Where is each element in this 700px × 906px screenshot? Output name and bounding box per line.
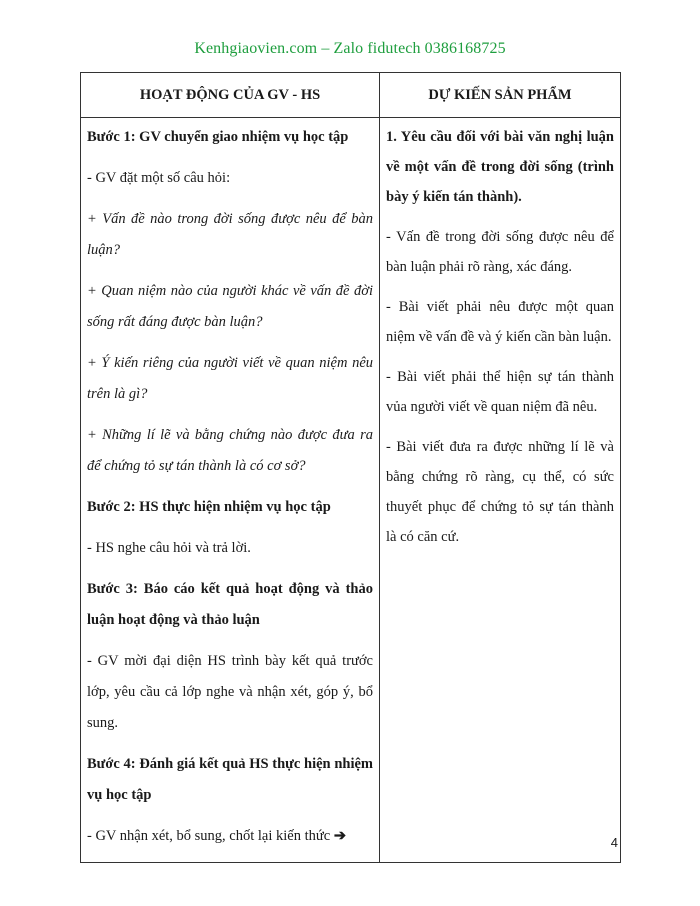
- step-4-text: [87, 821, 373, 852]
- question-2: + Quan niệm nào của người khác về vấn đề đời sống rất đáng được bàn luận?: [87, 283, 373, 330]
- step-1-intro: - GV đặt một số câu hỏi:: [87, 170, 231, 186]
- activity-table: [80, 72, 621, 863]
- page-number: 4: [610, 835, 618, 850]
- arrow-right-icon: ➔: [333, 828, 346, 844]
- product-heading: 1. Yêu cầu đối với bài văn nghị luận về một vấn đề trong đời sống (trình bày ý kiến tán thành).: [386, 129, 614, 205]
- page-header: Kenhgiaovien.com – Zalo fidutech 0386168725: [194, 40, 506, 57]
- question-3: + Ý kiến riêng của người viết về quan niệm nêu trên là gì?: [87, 355, 373, 402]
- step-2-heading: Bước 2: HS thực hiện nhiệm vụ học tập: [87, 499, 331, 515]
- products-cell: [380, 118, 621, 863]
- step-4-heading: Bước 4: Đánh giá kết quả HS thực hiện nhiệm vụ học tập: [87, 756, 373, 803]
- product-item-1: - Vấn đề trong đời sống được nêu để bàn luận phải rõ ràng, xác đáng.: [386, 229, 614, 275]
- question-1: + Vấn đề nào trong đời sống được nêu để bàn luận?: [87, 211, 373, 258]
- step-1-heading: Bước 1: GV chuyển giao nhiệm vụ học tập: [87, 129, 349, 145]
- question-4: + Những lí lẽ và bằng chứng nào được đưa ra để chứng tỏ sự tán thành là có cơ sở?: [87, 427, 373, 474]
- product-item-4: - Bài viết đưa ra được những lí lẽ và bằng chứng rõ ràng, cụ thể, có sức thuyết phục để chứng tỏ sự tán thành là có căn cứ.: [386, 439, 614, 545]
- product-item-2: - Bài viết phải nêu được một quan niệm về vấn đề và ý kiến cần bàn luận.: [386, 299, 614, 345]
- step-2-text: - HS nghe câu hỏi và trả lời.: [87, 540, 251, 556]
- product-item-3: - Bài viết phải thể hiện sự tán thành vủa người viết về quan niệm đã nêu.: [386, 369, 614, 415]
- activities-cell: [81, 118, 380, 863]
- step-4-text-label: - GV nhận xét, bổ sung, chốt lại kiến thức: [87, 828, 334, 844]
- col-header-activities: HOẠT ĐỘNG CỦA GV - HS: [81, 73, 380, 118]
- step-3-heading: Bước 3: Báo cáo kết quả hoạt động và thảo luận hoạt động và thảo luận: [87, 581, 373, 628]
- col-header-products: DỰ KIẾN SẢN PHẨM: [380, 73, 621, 118]
- step-3-text: - GV mời đại diện HS trình bày kết quả trước lớp, yêu cầu cả lớp nghe và nhận xét, góp ý, bổ sung.: [87, 653, 373, 731]
